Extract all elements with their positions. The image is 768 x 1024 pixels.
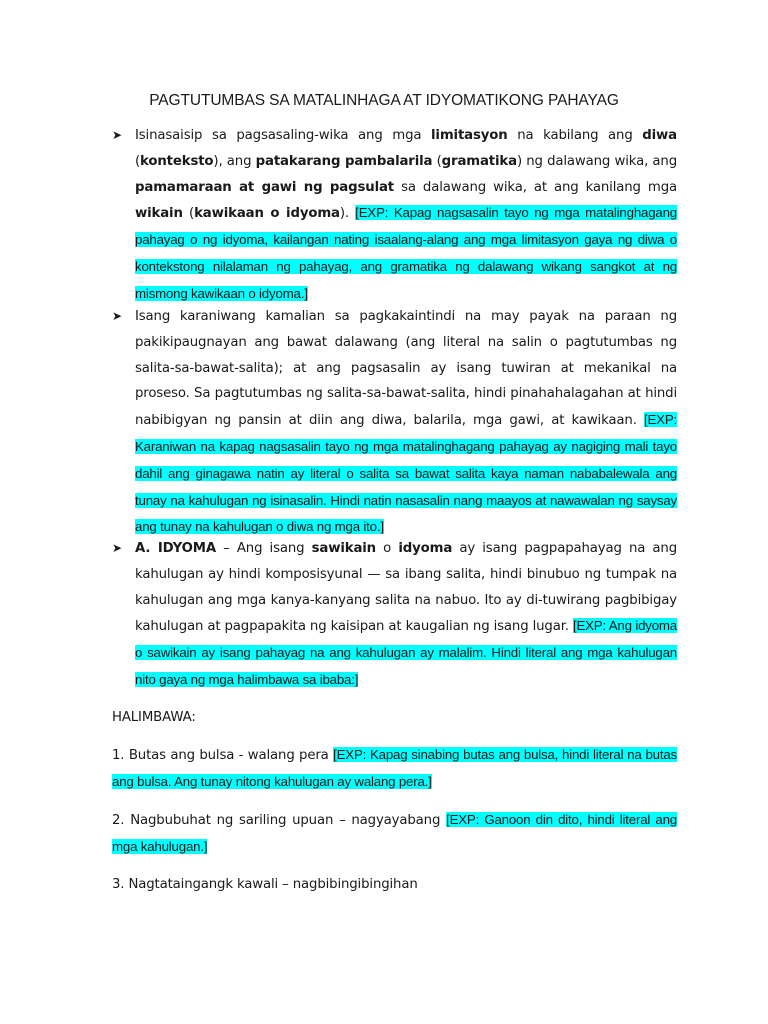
example-item: [112, 742, 677, 796]
bullet-arrow-icon: ➤: [112, 309, 123, 323]
bullet-paragraph-idyoma: [135, 536, 677, 694]
bold-term: patakarang pambalarila: [255, 153, 433, 169]
examples-label: HALIMBAWA:: [112, 710, 196, 725]
bold-term: gramatika: [441, 153, 517, 169]
example-text: 2. Nagbubuhat ng sariling upuan – nagyayabang: [112, 813, 447, 828]
paragraph-text: sa dalawang wika, at ang kanilang mga: [394, 179, 677, 195]
bold-term: konteksto: [140, 153, 214, 169]
example-item: [112, 872, 677, 898]
bullet-paragraph-kamalian: [135, 304, 677, 541]
example-text: 1. Butas ang bulsa - walang pera: [112, 748, 334, 763]
paragraph-text: Isang karaniwang kamalian sa pagkakaintindi na may payak na paraan ng pakikipaugnayan ang bawat dalawang (ang literal na salin o pagtutumbas ng salita-sa-bawat-salita); at ang pagsasalin ay isang tuwiran at mekanikal na proseso. Sa pagtutumbas ng salita-sa-bawat-salita, hindi pinahahalagahan at hindi nabibigyan ng pansin at diin ang diwa, balarila, mga gawi, at kawikaan.: [135, 309, 677, 429]
example-item: [112, 807, 677, 861]
explanation-highlight: [EXP: Ganoon din dito, hindi literal ang mga kahulugan.]: [112, 812, 677, 854]
bold-term: sawikain: [311, 541, 376, 556]
paragraph-text: ) ng dalawang wika, ang: [516, 153, 677, 169]
paragraph-text: ).: [339, 206, 356, 222]
paragraph-text: ay isang pagpapahayag na ang kahulugan ay hindi komposisyunal — sa ibang salita, hindi binubuo ng tumpak na kahulugan ang mga kanya-kanyang salita na nabuo. Ito ay di-tuwirang pagbibigay kahulugan at pagpapakita ng kaisipan at kaugalian ng isang lugar.: [135, 541, 677, 635]
bullet-arrow-icon: ➤: [112, 541, 123, 555]
explanation-highlight: [EXP: Ang idyoma o sawikain ay isang pahayag na ang kahulugan ay malalim. Hindi literal ang mga kahulugan nito gaya ng mga halimbawa sa ibaba:]: [135, 618, 677, 687]
paragraph-text: Isinasaisip sa pagsasaling-wika ang mga: [135, 128, 432, 143]
paragraph-text: o: [376, 541, 399, 556]
paragraph-text: na kabilang ang: [507, 128, 643, 143]
example-text: 3. Nagtataingangk kawali – nagbibingibingihan: [112, 877, 418, 892]
bullet-paragraph-limitasyon: [135, 123, 677, 308]
bold-term: limitasyon: [431, 128, 508, 143]
paragraph-text: (: [432, 153, 442, 169]
bold-term: diwa: [642, 128, 677, 143]
paragraph-text: (: [182, 206, 195, 222]
bold-term: pamamaraan at gawi ng pagsulat: [135, 179, 395, 195]
explanation-highlight: [EXP: Kapag nagsasalin tayo ng mga matalinghagang pahayag o ng idyoma, kailangan nating isaalang-alang ang mga limitasyon gaya ng diwa o kontekstong nilalaman ng pahayag, ang gramatika ng dalawang wikang sangkot at ng mismong kawikaan o idyoma.]: [135, 205, 677, 301]
bold-term: idyoma: [398, 541, 453, 556]
bullet-arrow-icon: ➤: [112, 128, 123, 142]
paragraph-text: – Ang isang: [215, 541, 312, 556]
bold-term: kawikaan o idyoma: [194, 206, 340, 222]
paragraph-text: ), ang: [213, 153, 256, 169]
document-title: PAGTUTUMBAS SA MATALINHAGA AT IDYOMATIKONG PAHAYAG: [149, 92, 619, 109]
explanation-highlight: [EXP: Karaniwan na kapag nagsasalin tayo ng mga matalinghagang pahayag ay nagiging mali tayo dahil ang ginagawa natin ay literal o salita sa bawat salita kaya naman nababalewala ang tunay na kahulugan ng isinasalin. Hindi natin nasasalin nang maayos at nawawalan ng saysay ang tunay na kahulugan o diwa ng mga ito.]: [135, 412, 677, 535]
paragraph-text: (: [135, 153, 141, 169]
bold-term: wikain: [135, 206, 183, 222]
section-heading: A. IDYOMA: [135, 541, 216, 556]
explanation-highlight: [EXP: Kapag sinabing butas ang bulsa, hindi literal na butas ang bulsa. Ang tunay nitong kahulugan ay walang pera.]: [112, 747, 677, 789]
